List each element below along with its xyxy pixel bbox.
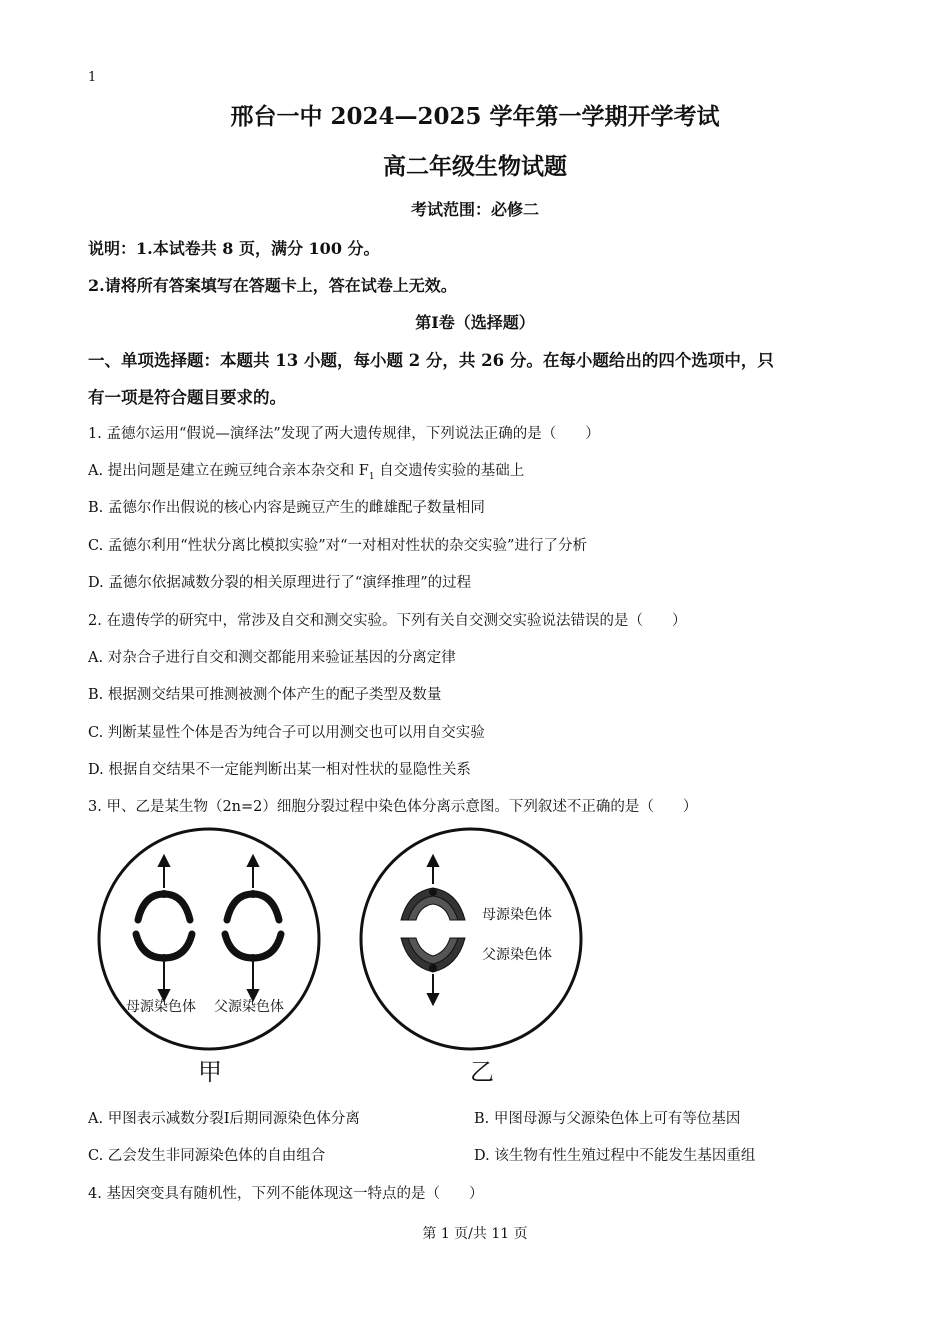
jia-maternal-label: 母源染色体 <box>126 999 196 1015</box>
q3-option-c: C. 乙会发生非同源染色体的自由组合 <box>88 1148 326 1164</box>
yi-paternal-label: 父源染色体 <box>482 947 552 963</box>
q1-option-b: B. 孟德尔作出假说的核心内容是豌豆产生的雌雄配子数量相同 <box>88 500 485 516</box>
q3-option-b: B. 甲图母源与父源染色体上可有等位基因 <box>474 1111 741 1127</box>
yi-caption: 乙 <box>470 1058 494 1086</box>
chromosome-figure <box>96 826 596 1086</box>
q4-stem: 4. 基因突变具有随机性，下列不能体现这一特点的是（ ） <box>88 1186 484 1202</box>
part-heading: 第Ⅰ卷（选择题） <box>415 313 535 332</box>
jia-paternal-chromosomes <box>136 934 281 958</box>
exam-subtitle: 高二年级生物试题 <box>383 153 567 180</box>
exam-title: 邢台一中 2024—2025 学年第一学期开学考试 <box>230 103 720 130</box>
jia-maternal-chromosomes <box>138 894 279 920</box>
cell-yi-outline <box>361 829 581 1049</box>
q1-option-d: D. 孟德尔依据减数分裂的相关原理进行了“演绎推理”的过程 <box>88 575 472 591</box>
yi-maternal-label: 母源染色体 <box>482 907 552 923</box>
jia-arrows <box>159 856 258 1000</box>
q3-option-d: D. 该生物有性生殖过程中不能发生基因重组 <box>474 1148 756 1164</box>
yi-arrows <box>428 856 438 1004</box>
q2-option-c: C. 判断某显性个体是否为纯合子可以用测交也可以用自交实验 <box>88 725 485 741</box>
q2-option-b: B. 根据测交结果可推测被测个体产生的配子类型及数量 <box>88 687 442 703</box>
q2-option-a: A. 对杂合子进行自交和测交都能用来验证基因的分离定律 <box>88 650 456 666</box>
section-instruction-line2: 有一项是符合题目要求的。 <box>88 388 286 407</box>
exam-scope: 考试范围：必修二 <box>410 200 539 219</box>
q1-option-c: C. 孟德尔利用“性状分离比模拟实验”对“一对相对性状的杂交实验”进行了分析 <box>88 538 587 554</box>
q2-stem: 2. 在遗传学的研究中，常涉及自交和测交实验。下列有关自交测交实验说法错误的是（ ） <box>88 613 687 629</box>
q1-option-a: A. 提出问题是建立在豌豆纯合亲本杂交和 $F_1$ 自交遗传实验的基础上 <box>88 463 525 482</box>
q1-stem: 1. 孟德尔运用“假说—演绎法”发现了两大遗传规律，下列说法正确的是（ ） <box>88 426 600 442</box>
page-footer: 第 1 页/共 11 页 <box>422 1226 528 1242</box>
q3-stem: 3. 甲、乙是某生物（2n=2）细胞分裂过程中染色体分离示意图。下列叙述不正确的是（ ） <box>88 799 698 815</box>
jia-paternal-label: 父源染色体 <box>214 999 284 1015</box>
note-1: 说明：1.本试卷共 8 页，满分 100 分。 <box>88 239 380 258</box>
page-number: 1 <box>88 70 97 85</box>
note-2: 2.请将所有答案填写在答题卡上，答在试卷上无效。 <box>88 276 457 295</box>
q2-option-d: D. 根据自交结果不一定能判断出某一相对性状的显隐性关系 <box>88 762 471 778</box>
jia-caption: 甲 <box>198 1058 222 1086</box>
cell-jia-outline <box>99 829 319 1049</box>
section-instruction-line1: 一、单项选择题：本题共 13 小题，每小题 2 分，共 26 分。在每小题给出的四个选项中，只 <box>88 351 774 370</box>
q3-option-a: A. 甲图表示减数分裂Ⅰ后期同源染色体分离 <box>88 1111 360 1127</box>
